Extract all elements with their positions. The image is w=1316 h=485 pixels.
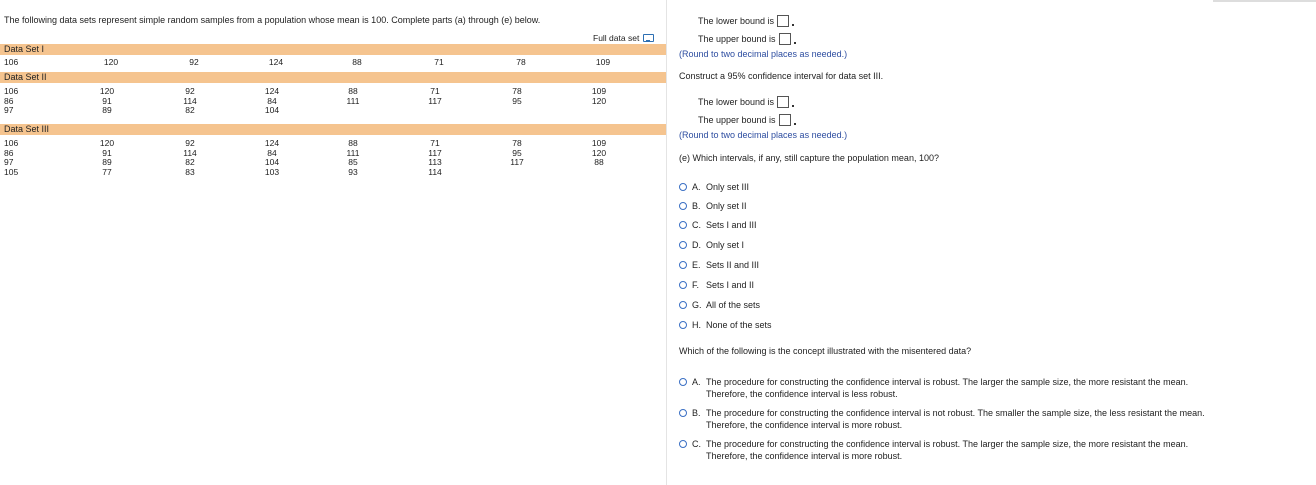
data-cell: 71 <box>430 138 440 148</box>
top-border <box>1213 0 1316 2</box>
data-cell: 71 <box>434 57 444 67</box>
data-cell: 124 <box>268 57 284 67</box>
period-dot <box>792 105 794 107</box>
concept-question: Which of the following is the concept illustrated with the misentered data? <box>679 346 972 356</box>
data-cell: 109 <box>591 138 607 148</box>
option-e-g[interactable]: G. All of the sets <box>679 300 760 312</box>
data-cell: 92 <box>189 57 199 67</box>
upper-bound-row-set-3 <box>698 114 796 126</box>
radio-button[interactable] <box>679 409 687 417</box>
data-cell: 106 <box>4 57 19 67</box>
option-e-a[interactable]: A. Only set III <box>679 182 749 194</box>
data-cell: 89 <box>102 105 112 116</box>
period-dot <box>792 24 794 26</box>
data-cell: 120 <box>103 57 119 67</box>
data-cell: 106 <box>4 138 19 148</box>
radio-button[interactable] <box>679 378 687 386</box>
data-cell: 105 <box>4 167 19 178</box>
monitor-icon <box>643 34 654 42</box>
data-cell: 117 <box>428 147 442 158</box>
data-cell: 113 <box>428 157 442 168</box>
data-cell: 82 <box>185 105 195 116</box>
data-cell: 86 <box>4 147 14 158</box>
option-e-h[interactable]: H. None of the sets <box>679 320 772 332</box>
data-cell: 124 <box>264 86 280 96</box>
radio-button[interactable] <box>679 183 687 191</box>
problem-intro: The following data sets represent simple random samples from a population whose mean is 100. Complete parts (a) through (e) below. <box>4 15 541 25</box>
data-cell: 124 <box>264 138 280 148</box>
data-cell: 103 <box>264 167 280 178</box>
data-cell: 71 <box>430 86 440 96</box>
data-cell: 78 <box>516 57 526 67</box>
data-cell: 109 <box>595 57 611 67</box>
upper-bound-input-set-2[interactable] <box>779 33 791 45</box>
data-cell: 104 <box>264 105 280 116</box>
data-cell: 97 <box>4 105 14 116</box>
data-cell: 111 <box>346 95 360 106</box>
data-cell: 114 <box>183 147 197 158</box>
data-cell: 88 <box>348 138 358 148</box>
radio-button[interactable] <box>679 202 687 210</box>
round-hint: (Round to two decimal places as needed.) <box>679 49 848 59</box>
data-cell: 117 <box>428 95 442 106</box>
data-cell: 84 <box>267 95 277 106</box>
data-cell: 95 <box>512 147 522 158</box>
option-concept-b[interactable]: B. The procedure for constructing the confidence interval is not robust. The smaller the sample size, the less resistant the mean. Therefore, the confidence interval is more robust. <box>679 408 1205 431</box>
lower-bound-row-set-2 <box>698 15 794 27</box>
data-cell: 88 <box>352 57 362 67</box>
radio-button[interactable] <box>679 440 687 448</box>
option-e-c[interactable]: C. Sets I and III <box>679 220 757 232</box>
data-cell: 85 <box>348 157 358 168</box>
upper-bound-label: The upper bound is <box>698 34 776 44</box>
data-cell: 104 <box>264 157 280 168</box>
radio-button[interactable] <box>679 221 687 229</box>
radio-button[interactable] <box>679 261 687 269</box>
radio-button[interactable] <box>679 241 687 249</box>
full-data-set-label: Full data set <box>593 33 640 43</box>
data-cell: 91 <box>102 95 112 106</box>
data-cell: 92 <box>185 86 195 96</box>
radio-button[interactable] <box>679 321 687 329</box>
radio-button[interactable] <box>679 281 687 289</box>
option-e-b[interactable]: B. Only set II <box>679 201 747 213</box>
data-cell: 78 <box>512 86 522 96</box>
data-cell: 86 <box>4 95 14 106</box>
option-e-d[interactable]: D. Only set I <box>679 240 744 252</box>
option-concept-c[interactable]: C. The procedure for constructing the confidence interval is robust. The larger the sample size, the more resistant the mean. Therefore, the confidence interval is more robust. <box>679 439 1188 462</box>
data-set-1-header: Data Set I <box>0 44 666 55</box>
option-concept-a[interactable]: A. The procedure for constructing the confidence interval is robust. The larger the sample size, the more resistant the mean. Therefore, the confidence interval is less robust. <box>679 377 1188 400</box>
data-cell: 109 <box>591 86 607 96</box>
data-cell: 117 <box>510 157 524 168</box>
data-cell: 120 <box>99 138 115 148</box>
upper-bound-input-set-3[interactable] <box>779 114 791 126</box>
data-cell: 95 <box>512 95 522 106</box>
data-set-3-header: Data Set III <box>0 124 666 135</box>
lower-bound-label: The lower bound is <box>698 16 775 26</box>
data-cell: 97 <box>4 157 14 168</box>
lower-bound-input-set-2[interactable] <box>777 15 789 27</box>
period-dot <box>794 123 796 125</box>
data-cell: 120 <box>591 95 607 106</box>
lower-bound-row-set-3 <box>698 96 794 108</box>
period-dot <box>794 42 796 44</box>
data-cell: 120 <box>99 86 115 96</box>
full-data-set-link[interactable] <box>593 33 654 43</box>
data-cell: 88 <box>594 157 604 168</box>
data-cell: 106 <box>4 86 19 96</box>
part-e-question: (e) Which intervals, if any, still capture the population mean, 100? <box>679 153 939 163</box>
data-cell: 120 <box>591 147 607 158</box>
construct-question: Construct a 95% confidence interval for data set III. <box>679 71 884 81</box>
lower-bound-input-set-3[interactable] <box>777 96 789 108</box>
option-e-e[interactable]: E. Sets II and III <box>679 260 759 272</box>
round-hint: (Round to two decimal places as needed.) <box>679 130 848 140</box>
data-cell: 78 <box>512 138 522 148</box>
data-cell: 92 <box>185 138 195 148</box>
data-cell: 83 <box>185 167 195 178</box>
data-cell: 89 <box>102 157 112 168</box>
data-set-2-header: Data Set II <box>0 72 666 83</box>
data-cell: 93 <box>348 167 358 178</box>
data-cell: 114 <box>183 95 197 106</box>
data-cell: 111 <box>346 147 360 158</box>
data-cell: 77 <box>102 167 112 178</box>
radio-button[interactable] <box>679 301 687 309</box>
lower-bound-label: The lower bound is <box>698 97 775 107</box>
data-cell: 91 <box>102 147 112 158</box>
upper-bound-row-set-2 <box>698 33 796 45</box>
data-cell: 114 <box>428 167 442 178</box>
upper-bound-label: The upper bound is <box>698 115 776 125</box>
option-e-f[interactable]: F. Sets I and II <box>679 280 754 292</box>
data-cell: 82 <box>185 157 195 168</box>
panel-divider <box>666 0 667 485</box>
data-cell: 84 <box>267 147 277 158</box>
data-cell: 88 <box>348 86 358 96</box>
